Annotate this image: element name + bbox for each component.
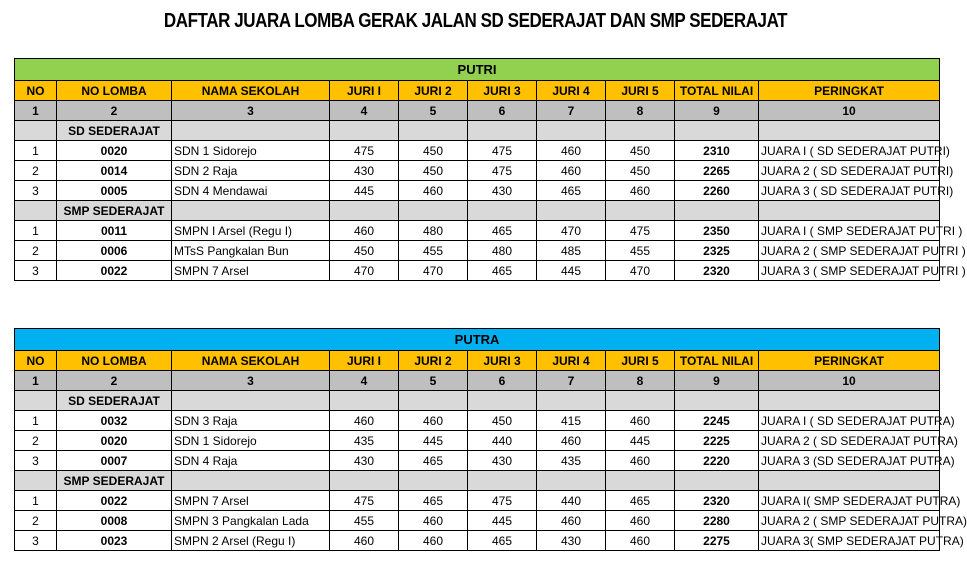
judge-1-score: 435 xyxy=(330,431,399,451)
judge-3-score: 475 xyxy=(468,161,537,181)
school-name: SDN 1 Sidorejo xyxy=(172,431,330,451)
column-number: 3 xyxy=(172,101,330,121)
section-label: PUTRI xyxy=(15,59,940,81)
contest-number: 0007 xyxy=(57,451,172,471)
category-spacer xyxy=(15,121,57,141)
column-number: 8 xyxy=(606,371,675,391)
category-spacer xyxy=(468,121,537,141)
judge-4-score: 445 xyxy=(537,261,606,281)
total-score: 2280 xyxy=(675,511,759,531)
category-spacer xyxy=(399,391,468,411)
judge-5-score: 445 xyxy=(606,431,675,451)
column-header: JURI 4 xyxy=(537,81,606,101)
judge-4-score: 415 xyxy=(537,411,606,431)
category-spacer xyxy=(468,201,537,221)
judge-3-score: 450 xyxy=(468,411,537,431)
column-header: NAMA SEKOLAH xyxy=(172,351,330,371)
total-score: 2320 xyxy=(675,261,759,281)
school-name: SDN 4 Raja xyxy=(172,451,330,471)
table-row xyxy=(15,161,940,181)
judge-3-score: 475 xyxy=(468,141,537,161)
category-spacer xyxy=(172,121,330,141)
column-header: TOTAL NILAI xyxy=(675,81,759,101)
category-spacer xyxy=(537,201,606,221)
total-score: 2350 xyxy=(675,221,759,241)
table-row xyxy=(15,141,940,161)
category-spacer xyxy=(759,471,940,491)
judge-5-score: 455 xyxy=(606,241,675,261)
judge-5-score: 450 xyxy=(606,141,675,161)
judge-4-score: 485 xyxy=(537,241,606,261)
column-number: 1 xyxy=(15,101,57,121)
rank-number: 2 xyxy=(15,511,57,531)
category-spacer xyxy=(330,201,399,221)
total-score: 2245 xyxy=(675,411,759,431)
contest-number: 0006 xyxy=(57,241,172,261)
section-band-row xyxy=(15,329,940,351)
column-header: JURI 5 xyxy=(606,81,675,101)
judge-2-score: 460 xyxy=(399,511,468,531)
judge-5-score: 450 xyxy=(606,161,675,181)
judge-5-score: 460 xyxy=(606,411,675,431)
column-number: 3 xyxy=(172,371,330,391)
category-spacer xyxy=(468,391,537,411)
category-spacer xyxy=(330,471,399,491)
table-row xyxy=(15,261,940,281)
judge-5-score: 460 xyxy=(606,451,675,471)
category-spacer xyxy=(399,121,468,141)
column-number: 6 xyxy=(468,371,537,391)
category-spacer xyxy=(172,471,330,491)
school-name: SMPN 3 Pangkalan Lada xyxy=(172,511,330,531)
rank-number: 3 xyxy=(15,531,57,551)
category-spacer xyxy=(675,201,759,221)
judge-2-score: 465 xyxy=(399,491,468,511)
judge-1-score: 475 xyxy=(330,491,399,511)
column-header: NAMA SEKOLAH xyxy=(172,81,330,101)
column-number: 4 xyxy=(330,371,399,391)
category-spacer xyxy=(759,121,940,141)
column-header: PERINGKAT xyxy=(759,351,940,371)
placement: JUARA 3 ( SD SEDERAJAT PUTRI) xyxy=(759,181,940,201)
judge-2-score: 470 xyxy=(399,261,468,281)
putri-table-body xyxy=(15,59,966,281)
placement: JUARA 2 ( SD SEDERAJAT PUTRI) xyxy=(759,161,940,181)
contest-number: 0014 xyxy=(57,161,172,181)
category-label: SMP SEDERAJAT xyxy=(57,471,172,491)
rank-number: 2 xyxy=(15,241,57,261)
total-score: 2320 xyxy=(675,491,759,511)
judge-4-score: 440 xyxy=(537,491,606,511)
judge-4-score: 460 xyxy=(537,511,606,531)
table-row xyxy=(15,181,940,201)
column-number-row xyxy=(15,371,940,391)
column-header: NO LOMBA xyxy=(57,81,172,101)
table-row xyxy=(15,411,940,431)
category-spacer xyxy=(468,471,537,491)
total-score: 2275 xyxy=(675,531,759,551)
column-number: 2 xyxy=(57,101,172,121)
rank-number: 1 xyxy=(15,221,57,241)
judge-3-score: 440 xyxy=(468,431,537,451)
judge-1-score: 430 xyxy=(330,161,399,181)
judge-2-score: 450 xyxy=(399,141,468,161)
category-label: SD SEDERAJAT xyxy=(57,121,172,141)
judge-3-score: 465 xyxy=(468,221,537,241)
contest-number: 0005 xyxy=(57,181,172,201)
total-score: 2220 xyxy=(675,451,759,471)
school-name: SMPN 7 Arsel xyxy=(172,491,330,511)
contest-number: 0011 xyxy=(57,221,172,241)
column-number: 1 xyxy=(15,371,57,391)
category-spacer xyxy=(537,471,606,491)
category-spacer xyxy=(330,121,399,141)
judge-2-score: 480 xyxy=(399,221,468,241)
column-number: 10 xyxy=(759,101,940,121)
school-name: SMPN 2 Arsel (Regu I) xyxy=(172,531,330,551)
category-row xyxy=(15,121,940,141)
contest-number: 0022 xyxy=(57,261,172,281)
judge-1-score: 455 xyxy=(330,511,399,531)
category-row xyxy=(15,391,940,411)
column-number: 4 xyxy=(330,101,399,121)
judge-1-score: 475 xyxy=(330,141,399,161)
school-name: SMPN 7 Arsel xyxy=(172,261,330,281)
school-name: MTsS Pangkalan Bun xyxy=(172,241,330,261)
column-number-row xyxy=(15,101,940,121)
page-title: DAFTAR JUARA LOMBA GERAK JALAN SD SEDERAJAT DAN SMP SEDERAJAT xyxy=(163,10,788,32)
rank-number: 3 xyxy=(15,181,57,201)
judge-2-score: 445 xyxy=(399,431,468,451)
category-spacer xyxy=(606,471,675,491)
judge-3-score: 475 xyxy=(468,491,537,511)
category-spacer xyxy=(606,391,675,411)
table-row xyxy=(15,491,940,511)
table-row xyxy=(15,431,940,451)
category-spacer xyxy=(15,471,57,491)
table-row xyxy=(15,221,940,241)
section-band-row xyxy=(15,59,940,81)
judge-5-score: 460 xyxy=(606,511,675,531)
judge-2-score: 460 xyxy=(399,181,468,201)
column-header: NO LOMBA xyxy=(57,351,172,371)
judge-2-score: 460 xyxy=(399,531,468,551)
judge-1-score: 460 xyxy=(330,411,399,431)
column-number: 5 xyxy=(399,371,468,391)
column-header: JURI I xyxy=(330,81,399,101)
placement: JUARA 2 ( SMP SEDERAJAT PUTRI ) xyxy=(759,241,940,261)
column-header: PERINGKAT xyxy=(759,81,940,101)
section-label: PUTRA xyxy=(15,329,940,351)
rank-number: 1 xyxy=(15,141,57,161)
judge-3-score: 445 xyxy=(468,511,537,531)
column-header: JURI 2 xyxy=(399,351,468,371)
placement: JUARA 3 (SD SEDERAJAT PUTRA) xyxy=(759,451,940,471)
placement: JUARA 2 ( SMP SEDERAJAT PUTRA) xyxy=(759,511,940,531)
category-spacer xyxy=(606,121,675,141)
category-label: SD SEDERAJAT xyxy=(57,391,172,411)
judge-4-score: 460 xyxy=(537,141,606,161)
judge-5-score: 475 xyxy=(606,221,675,241)
school-name: SMPN I Arsel (Regu I) xyxy=(172,221,330,241)
category-spacer xyxy=(675,471,759,491)
column-number: 10 xyxy=(759,371,940,391)
column-header: NO xyxy=(15,81,57,101)
judge-2-score: 455 xyxy=(399,241,468,261)
placement: JUARA I ( SMP SEDERAJAT PUTRI ) xyxy=(759,221,940,241)
category-spacer xyxy=(759,201,940,221)
judge-1-score: 430 xyxy=(330,451,399,471)
judge-1-score: 445 xyxy=(330,181,399,201)
judge-2-score: 450 xyxy=(399,161,468,181)
category-spacer xyxy=(399,471,468,491)
rank-number: 1 xyxy=(15,411,57,431)
judge-5-score: 465 xyxy=(606,491,675,511)
judge-4-score: 465 xyxy=(537,181,606,201)
total-score: 2260 xyxy=(675,181,759,201)
placement: JUARA I ( SD SEDERAJAT PUTRI) xyxy=(759,141,940,161)
column-number: 5 xyxy=(399,101,468,121)
category-spacer xyxy=(606,201,675,221)
category-spacer xyxy=(172,201,330,221)
rank-number: 3 xyxy=(15,261,57,281)
column-number: 7 xyxy=(537,101,606,121)
judge-3-score: 480 xyxy=(468,241,537,261)
column-header-row xyxy=(15,81,940,101)
column-header: NO xyxy=(15,351,57,371)
contest-number: 0020 xyxy=(57,141,172,161)
total-score: 2310 xyxy=(675,141,759,161)
contest-number: 0008 xyxy=(57,511,172,531)
column-header-row xyxy=(15,351,940,371)
column-number: 9 xyxy=(675,101,759,121)
judge-2-score: 465 xyxy=(399,451,468,471)
column-header: TOTAL NILAI xyxy=(675,351,759,371)
judge-4-score: 430 xyxy=(537,531,606,551)
putra-table-body xyxy=(15,329,967,551)
category-row xyxy=(15,471,940,491)
rank-number: 2 xyxy=(15,161,57,181)
category-label: SMP SEDERAJAT xyxy=(57,201,172,221)
category-spacer xyxy=(172,391,330,411)
rank-number: 1 xyxy=(15,491,57,511)
judge-1-score: 470 xyxy=(330,261,399,281)
judge-1-score: 460 xyxy=(330,531,399,551)
total-score: 2265 xyxy=(675,161,759,181)
category-spacer xyxy=(759,391,940,411)
placement: JUARA I( SMP SEDERAJAT PUTRA) xyxy=(759,491,940,511)
column-number: 7 xyxy=(537,371,606,391)
placement: JUARA I ( SD SEDERAJAT PUTRA) xyxy=(759,411,940,431)
judge-4-score: 460 xyxy=(537,161,606,181)
judge-4-score: 460 xyxy=(537,431,606,451)
column-number: 6 xyxy=(468,101,537,121)
column-header: JURI 3 xyxy=(468,81,537,101)
table-row xyxy=(15,241,940,261)
judge-3-score: 430 xyxy=(468,181,537,201)
placement: JUARA 2 ( SD SEDERAJAT PUTRA) xyxy=(759,431,940,451)
contest-number: 0023 xyxy=(57,531,172,551)
column-header: JURI 5 xyxy=(606,351,675,371)
table-row xyxy=(15,531,940,551)
rank-number: 2 xyxy=(15,431,57,451)
judge-1-score: 460 xyxy=(330,221,399,241)
school-name: SDN 2 Raja xyxy=(172,161,330,181)
judge-3-score: 430 xyxy=(468,451,537,471)
contest-number: 0032 xyxy=(57,411,172,431)
contest-number: 0022 xyxy=(57,491,172,511)
column-number: 8 xyxy=(606,101,675,121)
placement: JUARA 3( SMP SEDERAJAT PUTRA) xyxy=(759,531,940,551)
rank-number: 3 xyxy=(15,451,57,471)
judge-1-score: 450 xyxy=(330,241,399,261)
total-score: 2325 xyxy=(675,241,759,261)
contest-number: 0020 xyxy=(57,431,172,451)
judge-5-score: 470 xyxy=(606,261,675,281)
table-row xyxy=(15,451,940,471)
total-score: 2225 xyxy=(675,431,759,451)
category-spacer xyxy=(675,121,759,141)
placement: JUARA 3 ( SMP SEDERAJAT PUTRI ) xyxy=(759,261,940,281)
judge-5-score: 460 xyxy=(606,531,675,551)
judge-4-score: 470 xyxy=(537,221,606,241)
category-spacer xyxy=(15,201,57,221)
category-row xyxy=(15,201,940,221)
judge-5-score: 460 xyxy=(606,181,675,201)
category-spacer xyxy=(15,391,57,411)
judge-3-score: 465 xyxy=(468,261,537,281)
category-spacer xyxy=(399,201,468,221)
judge-3-score: 465 xyxy=(468,531,537,551)
table-row xyxy=(15,511,940,531)
judge-4-score: 435 xyxy=(537,451,606,471)
judge-2-score: 460 xyxy=(399,411,468,431)
category-spacer xyxy=(537,391,606,411)
column-header: JURI 2 xyxy=(399,81,468,101)
school-name: SDN 3 Raja xyxy=(172,411,330,431)
putra-table xyxy=(14,328,967,551)
column-header: JURI I xyxy=(330,351,399,371)
category-spacer xyxy=(675,391,759,411)
column-number: 9 xyxy=(675,371,759,391)
school-name: SDN 1 Sidorejo xyxy=(172,141,330,161)
column-header: JURI 3 xyxy=(468,351,537,371)
column-number: 2 xyxy=(57,371,172,391)
column-header: JURI 4 xyxy=(537,351,606,371)
category-spacer xyxy=(330,391,399,411)
putri-table xyxy=(14,58,966,281)
school-name: SDN 4 Mendawai xyxy=(172,181,330,201)
category-spacer xyxy=(537,121,606,141)
